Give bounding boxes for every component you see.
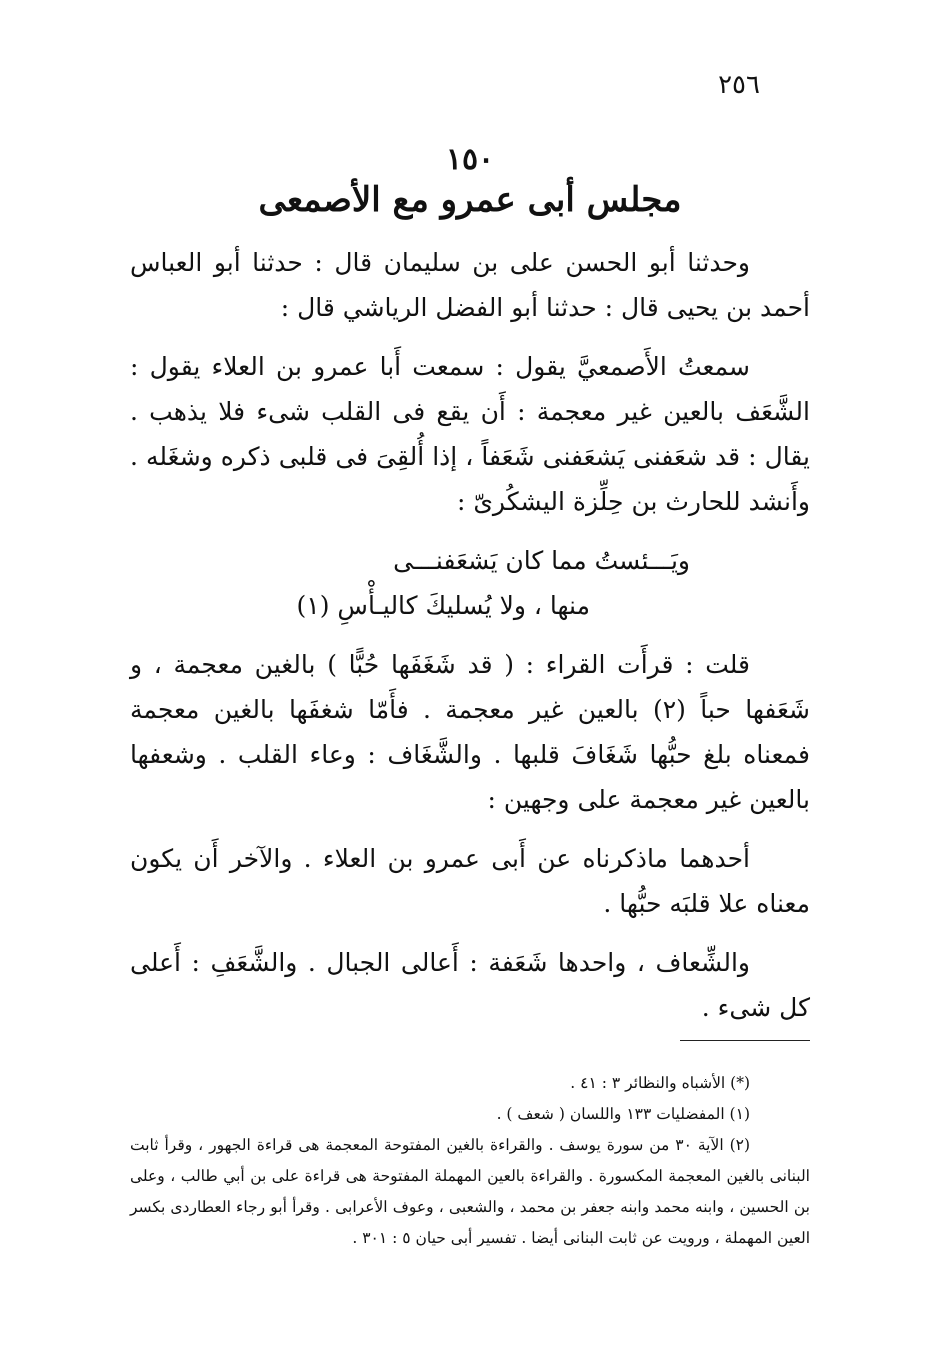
verse-line-2: منها ، ولا يُسليكَ كاليـأْسِ (١) xyxy=(296,591,590,620)
footnote-divider xyxy=(680,1040,810,1041)
footnote-1: (١) المفضليات ١٣٣ واللسان ( شعف ) . xyxy=(496,1105,750,1123)
footnote-star: (*) الأشباه والنظائر ٣ : ٤١ . xyxy=(570,1074,750,1092)
footnote-2: (٢) الآية ٣٠ من سورة يوسف . والقراءة بالغين المفتوحة المعجمة هى قراءة الجهور ، وقرأ ثابت البنانى بالغين المعجمة المكسورة . والقراءة بالعين المهملة المفتوحة هى قراءة على بن أبي طالب ، وعلى بن الحسين ، وابنه محمد وابنه جعفر بن محمد ، والشعبى ، وعوف الأعرابى . وقرأ أبو رجاء العطاردى بكسر العين المهملة ، ورويت عن ثابت البنانى أيضا . تفسير أبى حيان ٥ : ٣٠١ . xyxy=(130,1136,810,1247)
section-title: مجلس أبى عمرو مع الأصمعى xyxy=(258,180,682,220)
paragraph-asmai: سمعتُ الأَصمعيَّ يقول : سمعت أَبا عمرو بن العلاء يقول : الشَّعَف بالعين غير معجمة : أَن يقع فى القلب شىء فلا يذهب . يقال : قد شعَفنى يَشعَفنى شَعَفاً ، إذا أُلقِىَ فى قلبى ذكره وشغَله . وأَنشد للحارث بن حِلِّزة اليشكُرىّ : xyxy=(130,352,810,516)
page-number: ٢٥٦ xyxy=(718,70,760,100)
section-number: ١٥٠ xyxy=(445,142,495,177)
paragraph-shiaf: والشِّعاف ، واحدها شَعَفة : أَعالى الجبال . والشَّعَفِ : أَعلى كل شىء . xyxy=(130,948,810,1022)
paragraph-isnad: وحدثنا أبو الحسن على بن سليمان قال : حدثنا أبو العباس أحمد بن يحيى قال : حدثنا أبو الفضل الرياشي قال : xyxy=(130,248,810,322)
paragraph-meaning: أحدهما ماذكرناه عن أَبى عمرو بن العلاء . والآخر أَن يكون معناه علا قلبَه حبُّها . xyxy=(130,844,810,918)
paragraph-qiraa: قلت : قرأَت القراء : ( قد شَغَفَها حُبًّا ) بالغين معجمة ، و شَعَفها حباً (٢) بالعين غير معجمة . فأَمّا شغفَها بالغين معجمة فمعناه بلغ حبُّها شَغَافَ قلبها . والشَّغَاف : وعاء القلب . وشعفها بالعين غير معجمة على وجهين : xyxy=(130,650,810,814)
footnotes xyxy=(130,1068,810,1254)
body-text xyxy=(130,240,810,1044)
verse-line-1: ويَـــئستُ مما كان يَشعَفنـــى xyxy=(393,546,690,575)
